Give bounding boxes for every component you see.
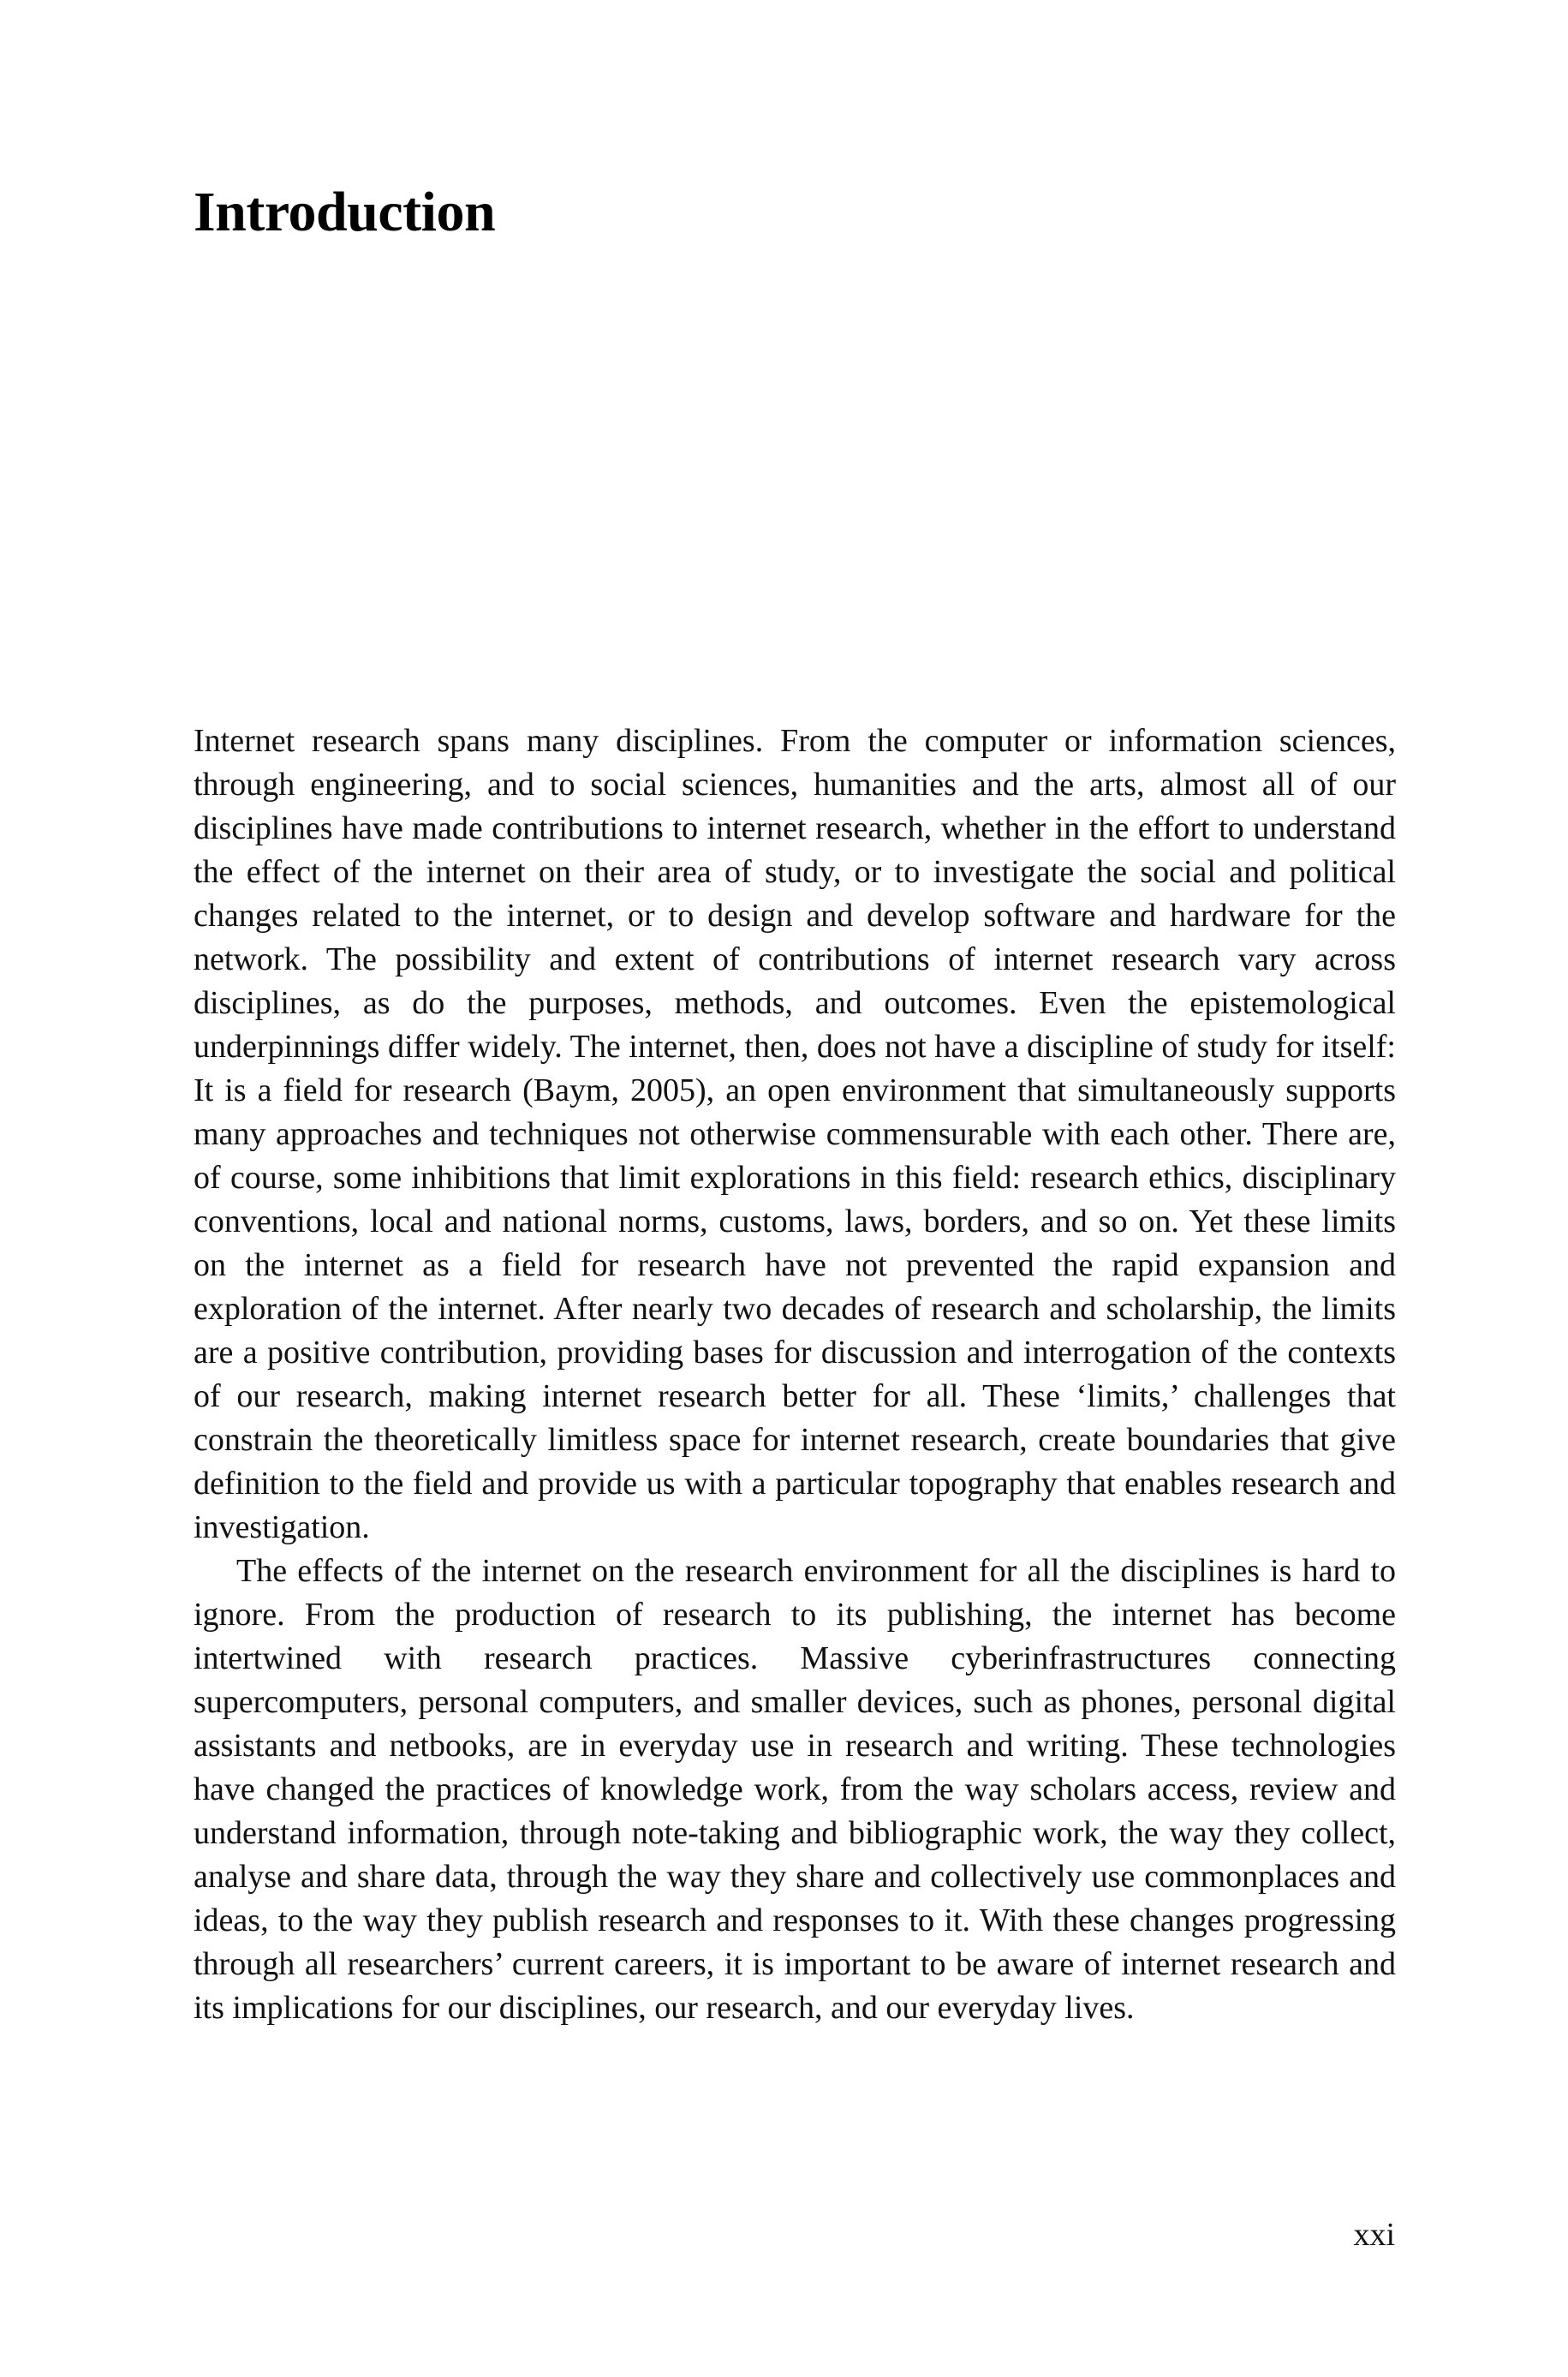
chapter-title: Introduction: [194, 181, 496, 243]
paragraph-2: The effects of the internet on the research environment for all the disciplines is hard to ignore. From the production of research to its publishing, the internet has become intertwined with research practices. Massive cyberinfrastructures connecting supercomputers, personal computers, and smaller devices, such as phones, personal digital assistants and netbooks, are in everyday use in research and writing. These technologies have changed the practices of knowledge work, from the way scholars access, review and understand information, through note-taking and bibliographic work, the way they collect, analyse and share data, through the way they share and collectively use commonplaces and ideas, to the way they publish research and responses to it. With these changes progressing through all researchers’ current careers, it is important to be aware of internet research and its implications for our disciplines, our research, and our everyday lives.: [194, 1553, 1396, 2026]
paragraph-1: Internet research spans many disciplines. From the computer or information sciences, through engineering, and to social sciences, humanities and the arts, almost all of our disciplines have made contributions to internet research, whether in the effort to understand the effect of the internet on their area of study, or to investigate the social and political changes related to the internet, or to design and develop software and hardware for the network. The possibility and extent of contributions of internet research vary across disciplines, as do the purposes, methods, and outcomes. Even the epistemological underpinnings differ widely. The internet, then, does not have a discipline of study for itself: It is a field for research (Baym, 2005), an open environment that simultaneously supports many approaches and techniques not otherwise commensurable with each other. There are, of course, some inhibitions that limit explorations in this field: research ethics, disciplinary conventions, local and national norms, customs, laws, borders, and so on. Yet these limits on the internet as a field for research have not prevented the rapid expansion and exploration of the internet. After nearly two decades of research and scholarship, the limits are a positive contribution, providing bases for discussion and interrogation of the contexts of our research, making internet research better for all. These ‘limits,’ challenges that constrain the theoretically limitless space for internet research, create boundaries that give definition to the field and provide us with a particular topography that enables research and investigation.: [194, 723, 1396, 1545]
page-number: xxi: [1353, 2217, 1395, 2253]
body-text: [194, 720, 1396, 2030]
